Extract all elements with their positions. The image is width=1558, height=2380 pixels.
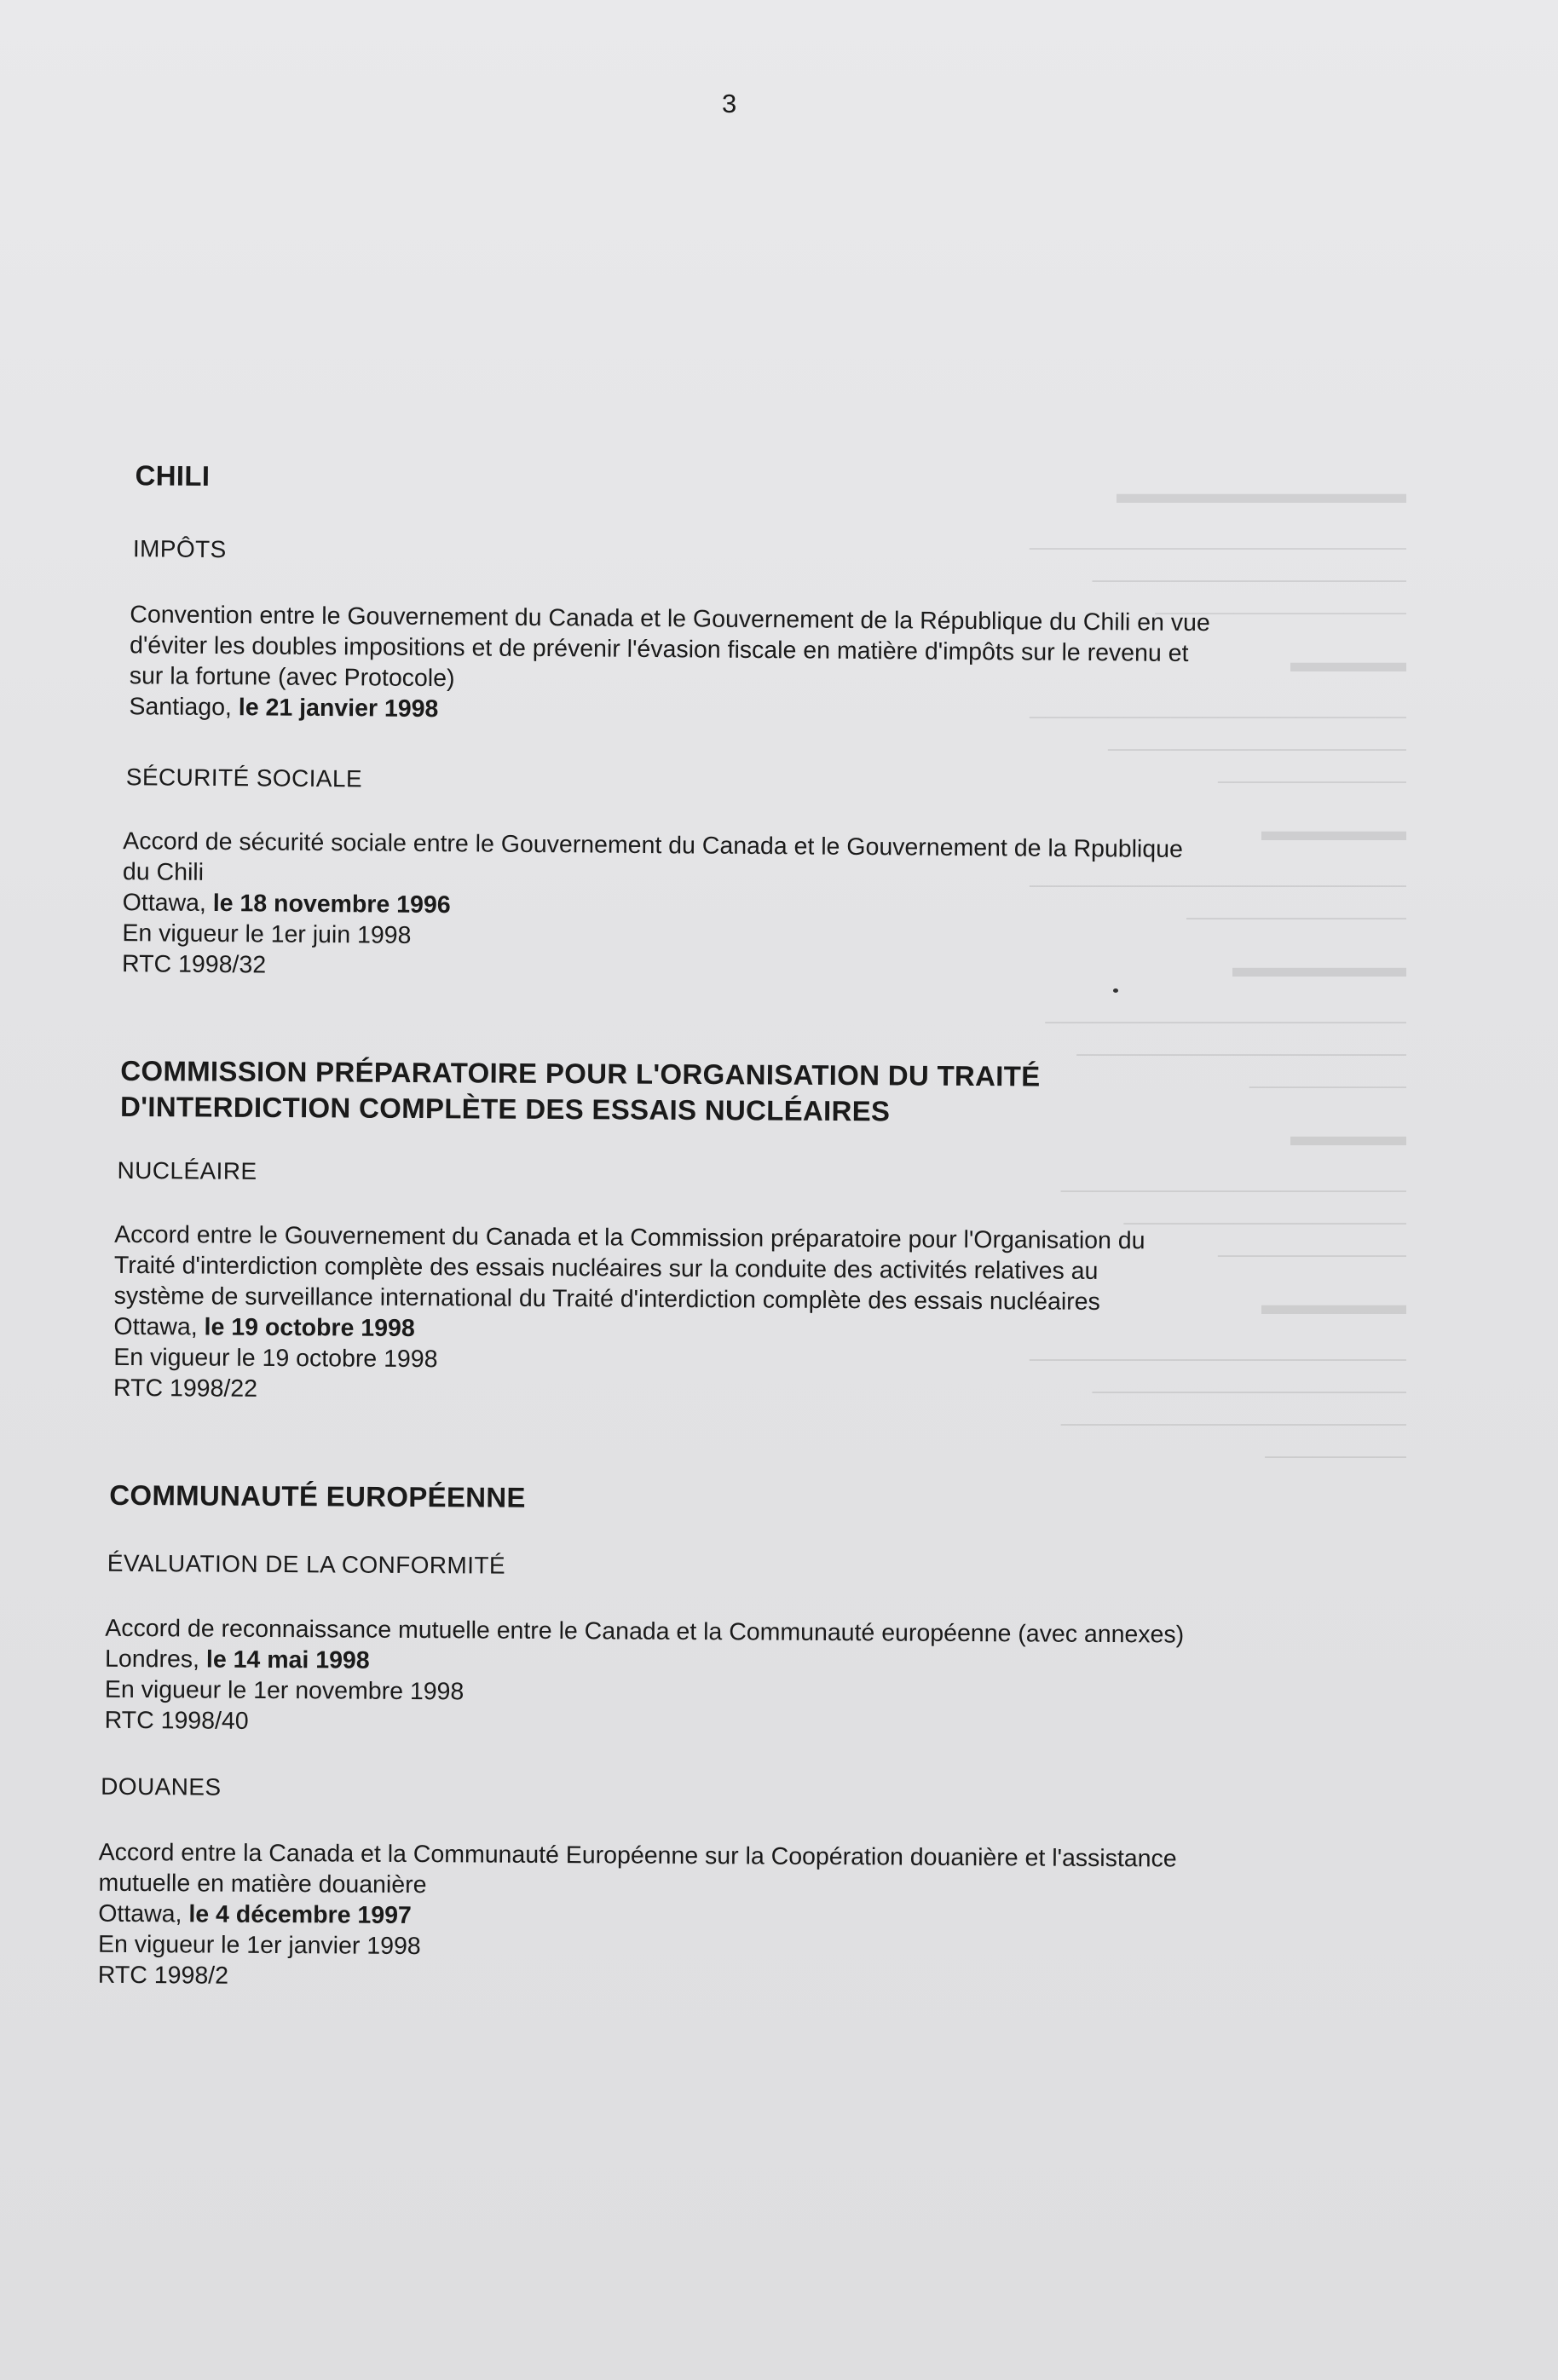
- bleed-through-texture: ▬▬▬▬▬▬▬▬▬▬ ──────────────────────── ──────────────────── ──────────────── ▬▬▬▬ ──────────────────────── ─────────────────── ──────────── ▬▬▬▬▬ ──────────────────────── ────────────── ▬▬▬▬▬▬ ─────────────────────── ───────────────────── ────────── ▬▬▬▬ ────────────────────── ────────────────── ──────────── ▬▬▬▬▬ ──────────────────────── ──────────────────── ────────────────────── ─────────: [1029, 477, 1406, 1469]
- treaty-nucleaire-line-2: Traité d'interdiction complète des essais nucléaires sur la conduite des activités relatives au: [113, 1251, 1099, 1285]
- treaty-douanes-in-force: En vigueur le 1er janvier 1998: [97, 1930, 421, 1961]
- treaty-douanes-line-1: Accord entre la Canada et la Communauté Européenne sur la Coopération douanière et l'assistance: [98, 1838, 1177, 1873]
- treaty-impots: [129, 599, 1210, 730]
- signing-date: le 18 novembre 1996: [212, 889, 451, 919]
- signing-place: Santiago,: [129, 693, 239, 722]
- signing-date: le 21 janvier 1998: [238, 694, 439, 723]
- signing-date: le 14 mai 1998: [205, 1645, 370, 1674]
- treaty-evaluation: [105, 1613, 1185, 1743]
- treaty-evaluation-rtc: RTC 1998/40: [104, 1706, 249, 1735]
- section-title-commission-line-2: D'INTERDICTION COMPLÈTE DES ESSAIS NUCLÉAIRES: [119, 1090, 891, 1127]
- subheading-securite-sociale: SÉCURITÉ SOCIALE: [125, 764, 363, 792]
- treaty-securite-line-1: Accord de sécurité sociale entre le Gouvernement du Canada et le Gouvernement de la Rpublique: [123, 827, 1184, 863]
- signing-place: Ottawa,: [98, 1899, 189, 1928]
- subheading-douanes: DOUANES: [101, 1772, 222, 1801]
- treaty-nucleaire-in-force: En vigueur le 19 octobre 1998: [113, 1343, 438, 1374]
- page-content: [0, 0, 1558, 979]
- treaty-impots-line-3: sur la fortune (avec Protocole): [129, 662, 455, 693]
- subheading-nucleaire: NUCLÉAIRE: [117, 1156, 257, 1184]
- treaty-douanes-rtc: RTC 1998/2: [97, 1961, 229, 1990]
- signing-place: Ottawa,: [122, 889, 213, 917]
- treaty-nucleaire-line-3: système de surveillance international du Traité d'interdiction complète des essais nucléaires: [113, 1282, 1100, 1316]
- section-title-commission: [120, 1053, 1041, 1131]
- treaty-douanes: [98, 1837, 1177, 1997]
- section-title-communaute-europeenne: COMMUNAUTÉ EUROPÉENNE: [109, 1478, 526, 1513]
- scan-speck: [1113, 988, 1118, 993]
- treaty-nucleaire-line-1: Accord entre le Gouvernement du Canada et la Commission préparatoire pour l'Organisation du: [114, 1220, 1145, 1255]
- treaty-impots-line-1: Convention entre le Gouvernement du Canada et le Gouvernement de la République du Chili en vue: [130, 601, 1210, 637]
- treaty-evaluation-in-force: En vigueur le 1er novembre 1998: [104, 1675, 465, 1706]
- treaty-nucleaire: [113, 1219, 1145, 1409]
- treaty-securite-in-force: En vigueur le 1er juin 1998: [122, 919, 412, 949]
- signing-place: Ottawa,: [113, 1312, 205, 1341]
- signing-date: le 19 octobre 1998: [204, 1313, 415, 1343]
- treaty-douanes-line-2: mutuelle en matière douanière: [98, 1869, 427, 1899]
- subheading-impots: IMPÔTS: [132, 535, 227, 563]
- treaty-securite-line-2: du Chili: [122, 858, 205, 886]
- treaty-impots-line-2: d'éviter les doubles impositions et de prévenir l'évasion fiscale en matière d'impôts sur le revenu et: [129, 631, 1189, 667]
- treaty-securite-sociale: [122, 826, 1183, 988]
- page-number: 3: [722, 89, 737, 118]
- subheading-evaluation-conformite: ÉVALUATION DE LA CONFORMITÉ: [107, 1549, 506, 1579]
- treaty-securite-rtc: RTC 1998/32: [121, 950, 267, 979]
- treaty-evaluation-line-1: Accord de reconnaissance mutuelle entre le Canada et la Communauté européenne (avec annexes): [105, 1614, 1185, 1649]
- section-title-commission-line-1: COMMISSION PRÉPARATOIRE POUR L'ORGANISATION DU TRAITÉ: [120, 1054, 1041, 1092]
- signing-date: le 4 décembre 1997: [188, 1900, 412, 1929]
- section-title-chili: CHILI: [135, 459, 211, 492]
- treaty-nucleaire-rtc: RTC 1998/22: [113, 1374, 258, 1403]
- signing-place: Londres,: [105, 1645, 207, 1674]
